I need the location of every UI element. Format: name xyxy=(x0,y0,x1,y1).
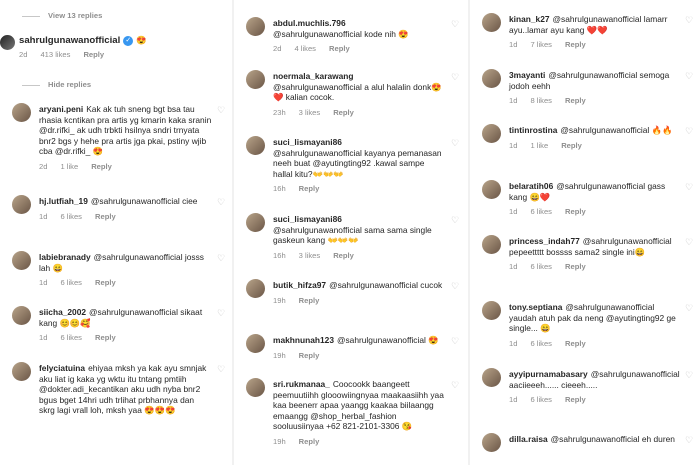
comment-likes[interactable]: 6 likes xyxy=(60,211,82,221)
like-heart-icon[interactable]: ♡ xyxy=(451,138,460,148)
comment-time: 23h xyxy=(273,107,286,117)
comment-likes[interactable]: 1 like xyxy=(530,140,549,150)
comment-text: @sahrulgunawanofficial yaudah atuh pak da neng @ayutingting92 ge single... 😄 xyxy=(509,302,676,333)
comment-likes[interactable]: 1 like xyxy=(60,161,79,171)
like-heart-icon[interactable]: ♡ xyxy=(217,105,226,115)
comment-text: @sahrulgunawanofficial eh duren xyxy=(550,434,675,444)
like-heart-icon[interactable]: ♡ xyxy=(685,435,694,445)
comment-username[interactable]: noermala_karawang xyxy=(273,71,354,81)
comment-text: @sahrulgunawanofficial lamarr ayu..lamar ayu kang ❤️❤️ xyxy=(509,14,668,35)
like-heart-icon[interactable]: ♡ xyxy=(685,303,694,313)
reply-button[interactable]: Reply xyxy=(561,140,582,150)
comment-time: 1d xyxy=(509,40,518,49)
comment-time: 19h xyxy=(273,295,286,305)
avatar[interactable] xyxy=(0,35,15,50)
comments-column-1 xyxy=(0,0,232,465)
comment-likes[interactable]: 6 likes xyxy=(530,207,552,216)
comment-text: @sahrulgunawanofficial pepeettttt bossss sama2 single ini😄 xyxy=(509,236,672,257)
comment-username[interactable]: aryani.peni xyxy=(39,104,84,114)
comment-username[interactable]: tony.septiana xyxy=(509,302,563,312)
comment-time: 2d xyxy=(39,161,48,171)
like-heart-icon[interactable]: ♡ xyxy=(685,370,694,380)
comment-text: @sahrulgunawanofficial sama sama single gaskeun kang 👐👐👐 xyxy=(273,224,432,245)
comment-likes[interactable]: 4 likes xyxy=(294,44,316,53)
comment-time: 1d xyxy=(39,211,48,221)
comment-text: @sahrulgunawanofficial aaciieeeh...... cieeeh..... xyxy=(509,369,680,390)
comment-username[interactable]: princess_indah77 xyxy=(509,236,580,246)
like-heart-icon[interactable]: ♡ xyxy=(685,237,694,247)
comment-username[interactable]: felyciatuina xyxy=(39,363,86,373)
comment-username[interactable]: belaratih06 xyxy=(509,181,554,191)
comment-username[interactable]: suci_lismayani86 xyxy=(273,214,342,224)
comment-text: @sahrulgunawanofficial 😍 xyxy=(336,335,439,345)
comment-time: 2d xyxy=(273,44,282,53)
comment-text: @sahrulgunawanofficial kode nih 😍 xyxy=(273,28,409,39)
comment-username[interactable]: kinan_k27 xyxy=(509,14,550,24)
comment-time: 1d xyxy=(509,140,518,150)
reply-button[interactable]: Reply xyxy=(333,107,354,117)
reply-button[interactable]: Reply xyxy=(564,96,586,105)
comment-text: Kak ak tuh sneng bgt bsa tau rhasia kcntikan pra artis yg kmarin kaka sranin @dr.rifki_ ak udh trbkti hsilnya sndri trnyata bnr2 bgs y hehe pra artis jga pkai, pstiny wjib cba @dr.rifki_ 😍 xyxy=(39,104,212,156)
avatar[interactable] xyxy=(482,69,501,88)
reply-button[interactable]: Reply xyxy=(94,333,116,342)
comment-username[interactable]: dilla.raisa xyxy=(509,434,548,444)
comment-username[interactable]: hj.lutfiah_19 xyxy=(39,196,88,206)
comment-username[interactable]: sri.rukmanaa_ xyxy=(273,379,330,389)
avatar[interactable] xyxy=(12,251,31,270)
hide-replies-link[interactable]: Hide replies xyxy=(22,80,91,89)
like-heart-icon[interactable]: ♡ xyxy=(217,308,226,318)
comment-likes[interactable]: 6 likes xyxy=(60,278,82,287)
avatar[interactable] xyxy=(12,195,31,214)
comment-username[interactable]: ayyipurnamabasary xyxy=(509,369,588,379)
comment-likes[interactable]: 6 likes xyxy=(530,395,552,404)
reply-button[interactable]: Reply xyxy=(298,295,320,305)
reply-button[interactable]: Reply xyxy=(564,207,586,216)
view-replies-link[interactable]: View 13 replies xyxy=(22,11,102,20)
comment-username[interactable]: suci_lismayani86 xyxy=(273,137,342,147)
avatar[interactable] xyxy=(482,180,501,199)
verified-icon: ✓ xyxy=(123,36,133,46)
reply-button[interactable]: Reply xyxy=(298,436,320,446)
comment-text: @sahrulgunawanofficial ciee xyxy=(90,196,198,206)
like-heart-icon[interactable]: ♡ xyxy=(451,19,460,29)
comment-text: ehiyaa mksh ya kak ayu smnjak aku liat ig kaka yg wktu itu tntang pmtiih @dokter.adi_kecantikan aku udh nyba bnr2 bgus bget 14hri udh trlihat prbhannya dan skrg lagi vrall loh, mksh yaa 😍😍😍 xyxy=(39,363,207,415)
comment-username[interactable]: 3mayanti xyxy=(509,70,546,80)
comment-time: 19h xyxy=(273,350,286,360)
like-heart-icon[interactable]: ♡ xyxy=(217,253,226,263)
comment-time: 2d xyxy=(19,49,28,59)
avatar[interactable] xyxy=(482,124,501,143)
comment-text: @sahrulgunawanofficial kayanya pemanasan neeh buat @ayutingting92 .kawal sampe hallal kitu?👐👐👐 xyxy=(273,147,442,179)
like-heart-icon[interactable]: ♡ xyxy=(451,215,460,225)
like-heart-icon[interactable]: ♡ xyxy=(685,71,694,81)
comment-time: 1d xyxy=(509,207,518,216)
comment-username[interactable]: abdul.muchlis.796 xyxy=(273,18,346,28)
reply-button[interactable]: Reply xyxy=(94,278,116,287)
avatar[interactable] xyxy=(12,306,31,325)
reply-button[interactable]: Reply xyxy=(564,262,586,271)
comment-text: @sahrulgunawanofficial gass kang 😄❤️ xyxy=(509,181,666,202)
comment-time: 1d xyxy=(509,262,518,271)
avatar[interactable] xyxy=(12,362,31,381)
comment-time: 16h xyxy=(273,184,286,193)
avatar[interactable] xyxy=(482,13,501,32)
comment-text: @sahrulgunawanofficial cucok xyxy=(329,280,443,290)
comment-likes[interactable]: 3 likes xyxy=(298,107,321,117)
comment-likes[interactable]: 8 likes xyxy=(530,96,552,105)
comment-text: Coocookk baangeett peemuutiihh glooowiingnyaa maakaasiihh yaa kaa beenerr apaa yaangg kaakaa biilaangg emaangg @shop_herbal_fashion sooluusiinyaa +62 821-2101-3306 😘 xyxy=(273,379,444,431)
like-heart-icon[interactable]: ♡ xyxy=(451,281,460,291)
reply-button[interactable]: Reply xyxy=(94,211,116,221)
comment-text: @sahrulgunawanofficial a alul halalin donk😍❤️ kalian cocok. xyxy=(273,81,442,102)
like-heart-icon[interactable]: ♡ xyxy=(685,15,694,25)
comment-username[interactable]: makhnunah123 xyxy=(273,335,334,345)
like-heart-icon[interactable]: ♡ xyxy=(217,364,226,374)
avatar[interactable] xyxy=(246,213,265,232)
comment-time: 1d xyxy=(39,333,48,342)
comment-likes[interactable]: 6 likes xyxy=(530,338,552,348)
comment-likes[interactable]: 3 likes xyxy=(298,250,321,260)
avatar[interactable] xyxy=(246,70,265,89)
avatar[interactable] xyxy=(482,433,501,452)
comment-time: 1d xyxy=(39,278,48,287)
like-heart-icon[interactable]: ♡ xyxy=(217,197,226,207)
reply-button[interactable]: Reply xyxy=(298,184,320,193)
like-heart-icon[interactable]: ♡ xyxy=(451,380,460,390)
avatar[interactable] xyxy=(246,378,265,397)
avatar[interactable] xyxy=(12,103,31,122)
comment-time: 16h xyxy=(273,250,286,260)
reply-button[interactable]: Reply xyxy=(564,338,586,348)
comment-likes[interactable]: 6 likes xyxy=(530,262,552,271)
avatar[interactable] xyxy=(482,368,501,387)
comment-text: @sahrulgunawanofficial sikaat kang 😊😊🥰 xyxy=(39,307,203,328)
reply-button[interactable]: Reply xyxy=(564,40,586,49)
comment-likes[interactable]: 7 likes xyxy=(530,40,552,49)
comments-column-3 xyxy=(470,0,700,465)
reply-button[interactable]: Reply xyxy=(83,49,105,59)
comments-column-2 xyxy=(234,0,466,465)
like-heart-icon[interactable]: ♡ xyxy=(451,336,460,346)
comment-text: @sahrulgunawanofficial 🔥🔥 xyxy=(560,125,673,135)
comment-likes[interactable]: 6 likes xyxy=(60,333,82,342)
avatar[interactable] xyxy=(246,136,265,155)
like-heart-icon[interactable]: ♡ xyxy=(685,126,694,136)
comment-time: 1d xyxy=(509,96,518,105)
reply-button[interactable]: Reply xyxy=(328,44,350,53)
reply-button[interactable]: Reply xyxy=(91,161,112,171)
reply-button[interactable]: Reply xyxy=(564,395,586,404)
comment-time: 1d xyxy=(509,395,518,404)
comment-username[interactable]: butik_hifza97 xyxy=(273,280,327,290)
comment-text: @sahrulgunawanofficial josss lah 😄 xyxy=(39,252,204,273)
comment-username[interactable]: labiebranady xyxy=(39,252,91,262)
comment-time: 19h xyxy=(273,436,286,446)
reply-button[interactable]: Reply xyxy=(298,350,320,360)
comment-likes[interactable]: 413 likes xyxy=(40,49,71,59)
main-comment-text: 😍 xyxy=(136,35,147,45)
avatar[interactable] xyxy=(482,301,501,320)
comment-username[interactable]: tintinrostina xyxy=(509,125,558,135)
comment-username[interactable]: siicha_2002 xyxy=(39,307,87,317)
avatar[interactable] xyxy=(246,17,265,36)
like-heart-icon[interactable]: ♡ xyxy=(685,182,694,192)
avatar[interactable] xyxy=(482,235,501,254)
reply-button[interactable]: Reply xyxy=(333,250,354,260)
main-username[interactable]: sahrulgunawanofficial xyxy=(19,35,121,46)
avatar[interactable] xyxy=(246,279,265,298)
comment-text: @sahrulgunawanofficial semoga jodoh eehh xyxy=(509,70,670,91)
avatar[interactable] xyxy=(246,334,265,353)
like-heart-icon[interactable]: ♡ xyxy=(451,72,460,82)
comment-time: 1d xyxy=(509,338,518,348)
